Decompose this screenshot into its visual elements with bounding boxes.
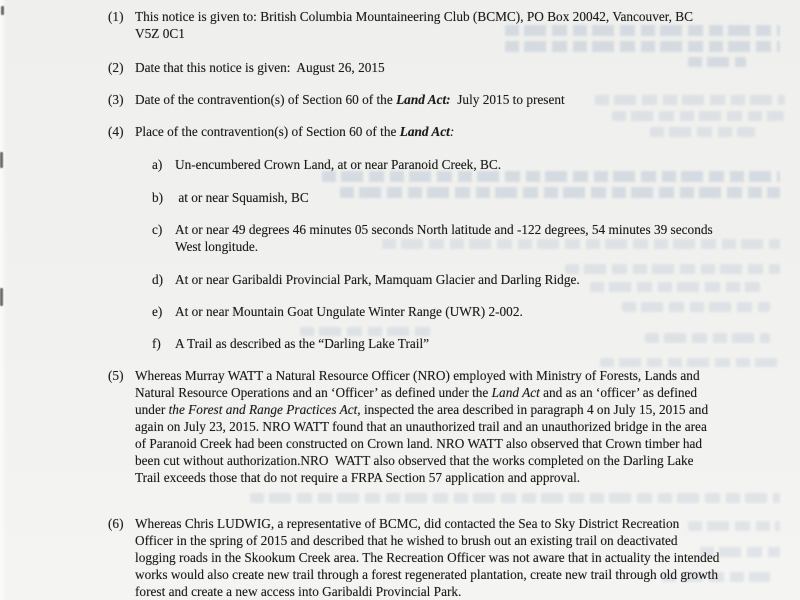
item-text <box>175 303 735 320</box>
item-text <box>175 335 735 352</box>
subitem-b <box>152 189 735 206</box>
item-number: d) <box>152 272 164 287</box>
text-segment: At or near Mountain Goat Ungulate Winter Range (UWR) 2-002. <box>175 304 523 319</box>
item-number: (4) <box>108 124 124 139</box>
text-segment: : <box>449 124 455 139</box>
paragraph-4 <box>108 123 720 140</box>
text-segment: the Forest and Range Practices Act, <box>168 402 361 417</box>
text-segment: At or near Garibaldi Provincial Park, Mamquam Glacier and Darling Ridge. <box>175 272 580 287</box>
item-number: (5) <box>108 368 124 383</box>
item-text <box>175 271 735 288</box>
bleed-through-artifact <box>250 493 780 503</box>
item-number: (1) <box>108 9 124 24</box>
text-segment: Whereas Murray WATT a Natural Resource Officer (NRO) employed with Ministry of Forests, Lands and Natural Resource Operations and an ‘Officer’ as defined under the <box>135 368 700 400</box>
item-number: (3) <box>108 92 124 107</box>
scan-edge-mark <box>1 6 4 15</box>
text-segment: inspected the area described in paragraph 4 on July 15, 2015 and again on July 23, 2015. NRO WATT found that an unauthorized trail and an unauthorized bridge in the area of Paranoid Creek had been constructed on Crown land. NRO WATT also observed that Crown timber had been cut without authorization.NRO WATT also observed that the works completed on the Darling Lake Trail exceeds those that do not require a FRPA Section 57 application and approval. <box>135 402 709 485</box>
item-text <box>135 8 720 42</box>
subitem-a <box>152 156 735 173</box>
text-segment: Land Act <box>399 124 450 139</box>
item-text <box>135 123 720 140</box>
item-text <box>135 91 720 108</box>
subitem-c <box>152 221 735 255</box>
text-segment: At or near 49 degrees 46 minutes 05 seconds North latitude and -122 degrees, 54 minutes 39 seconds West longitude. <box>175 222 713 254</box>
text-segment: Place of the contravention(s) of Section 60 of the <box>135 124 400 139</box>
item-text <box>135 515 720 600</box>
item-number: f) <box>152 336 161 351</box>
scan-edge-mark <box>0 152 3 168</box>
item-text <box>135 59 720 76</box>
text-segment: Land Act: <box>396 92 451 107</box>
text-segment: Un-encumbered Crown Land, at or near Paranoid Creek, BC. <box>175 157 502 172</box>
bleed-through-artifact <box>505 41 780 52</box>
item-number: a) <box>152 157 163 172</box>
paragraph-5 <box>108 367 720 486</box>
text-segment: Whereas Chris LUDWIG, a representative of BCMC, did contacted the Sea to Sky District Recreation Officer in the spring of 2015 and described that he wished to brush out an existing trail on deactivated logging roads in the Skookum Creek area. The Recreation Officer was not aware that in actuality the intended works would also create new trail through a forest regenerated plantation, create new trail through old growth forest and create a new access into Garibaldi Provincial Park. <box>135 516 720 599</box>
text-segment: Date of the contravention(s) of Section 60 of the <box>135 92 397 107</box>
paragraph-6 <box>108 515 720 600</box>
text-segment: A Trail as described as the “Darling Lake Trail” <box>175 336 430 351</box>
item-text <box>135 367 720 486</box>
bleed-through-artifact <box>600 358 780 367</box>
subitem-e <box>152 303 735 320</box>
item-text <box>175 156 735 173</box>
item-text <box>175 189 735 206</box>
text-segment: Date that this notice is given: August 26, 2015 <box>135 60 385 75</box>
item-number: c) <box>152 222 163 237</box>
item-number: (6) <box>108 516 124 531</box>
text-segment: July 2015 to present <box>450 92 565 107</box>
subitem-d <box>152 271 735 288</box>
paragraph-2 <box>108 59 720 76</box>
subitem-f <box>152 335 735 352</box>
item-number: e) <box>152 304 163 319</box>
item-number: b) <box>152 190 164 205</box>
paragraph-3 <box>108 91 720 108</box>
text-segment: This notice is given to: British Columbia Mountaineering Club (BCMC), PO Box 20042, Vancouver, BC V5Z 0C1 <box>135 9 694 41</box>
item-text <box>175 221 735 255</box>
item-number: (2) <box>108 60 124 75</box>
bleed-through-artifact <box>612 111 784 121</box>
text-segment: at or near Squamish, BC <box>175 190 309 205</box>
paragraph-1 <box>108 8 720 42</box>
text-segment: and as an ‘officer’ as defined under <box>135 385 698 417</box>
scan-edge-mark <box>0 288 3 306</box>
text-segment: Land Act <box>491 385 540 400</box>
